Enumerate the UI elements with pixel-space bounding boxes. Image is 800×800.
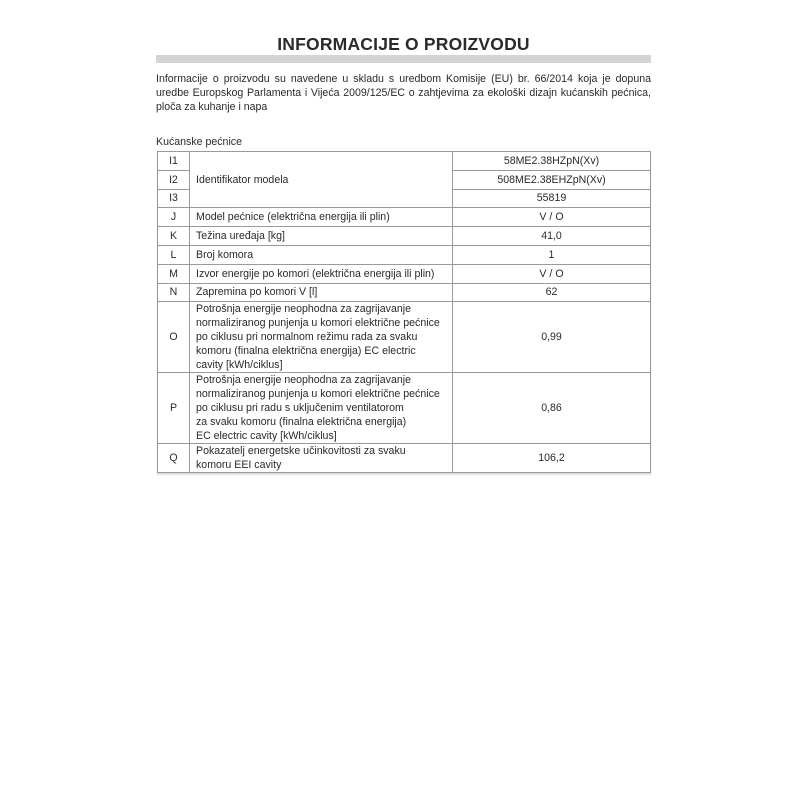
row-value: 106,2 bbox=[453, 444, 651, 473]
row-code: O bbox=[158, 302, 190, 373]
row-label-model-identifier: Identifikator modela bbox=[190, 152, 453, 208]
label-line: Pokazatelj energetske učinkovitosti za svaku bbox=[196, 445, 406, 458]
table-row-i1 bbox=[158, 152, 651, 171]
row-code: J bbox=[158, 208, 190, 227]
row-value: 0,99 bbox=[453, 302, 651, 373]
row-label: Izvor energije po komori (električna energija ili plin) bbox=[190, 264, 453, 283]
row-code: I1 bbox=[158, 152, 190, 171]
row-label bbox=[190, 373, 453, 444]
row-code: Q bbox=[158, 444, 190, 473]
table-row-p bbox=[158, 373, 651, 444]
row-value: 0,86 bbox=[453, 373, 651, 444]
label-line: komoru (finalna električna energija) EC electric bbox=[196, 345, 416, 358]
intro-paragraph: Informacije o proizvodu su navedene u skladu s uredbom Komisije (EU) br. 66/2014 koja je dopuna uredbe Europskog Parlamenta i Vijeća 2009/125/EC o zahtjevima za ekološki dizajn kućanskih pećnica, ploča za kuhanje i napa bbox=[156, 73, 651, 113]
section-label: Kućanske pećnice bbox=[156, 136, 242, 148]
row-code: L bbox=[158, 245, 190, 264]
row-label: Model pećnice (električna energija ili plin) bbox=[190, 208, 453, 227]
table-row-q bbox=[158, 444, 651, 473]
row-code: I3 bbox=[158, 189, 190, 208]
row-code: M bbox=[158, 264, 190, 283]
table-row-n bbox=[158, 283, 651, 302]
product-info-table bbox=[157, 151, 651, 473]
label-line: Potrošnja energije neophodna za zagrijavanje bbox=[196, 303, 411, 316]
row-label: Broj komora bbox=[190, 245, 453, 264]
row-value: 508ME2.38EHZpN(Xv) bbox=[453, 170, 651, 189]
label-line: za svaku komoru (finalna električna energija) bbox=[196, 416, 407, 429]
label-line: cavity [kWh/ciklus] bbox=[196, 359, 283, 372]
row-value: V / O bbox=[453, 264, 651, 283]
row-code: K bbox=[158, 227, 190, 246]
row-value: 1 bbox=[453, 245, 651, 264]
table-row-l bbox=[158, 245, 651, 264]
label-line: normaliziranog punjenja u komori električne pećnice bbox=[196, 317, 440, 330]
table-row-m bbox=[158, 264, 651, 283]
table-row-k bbox=[158, 227, 651, 246]
label-line: po ciklusu pri normalnom režimu rada za svaku bbox=[196, 331, 418, 344]
label-line: Potrošnja energije neophodna za zagrijavanje bbox=[196, 374, 411, 387]
row-label bbox=[190, 444, 453, 473]
table-row-o bbox=[158, 302, 651, 373]
row-value: 41,0 bbox=[453, 227, 651, 246]
title-underline-bar bbox=[156, 55, 651, 63]
row-label: Zapremina po komori V [l] bbox=[190, 283, 453, 302]
row-value: 58ME2.38HZpN(Xv) bbox=[453, 152, 651, 171]
row-label: Težina uređaja [kg] bbox=[190, 227, 453, 246]
label-line: po ciklusu pri radu s uključenim ventilatorom bbox=[196, 402, 404, 415]
table-row-j bbox=[158, 208, 651, 227]
row-code: I2 bbox=[158, 170, 190, 189]
row-label bbox=[190, 302, 453, 373]
row-value: V / O bbox=[453, 208, 651, 227]
label-line: EC electric cavity [kWh/ciklus] bbox=[196, 430, 337, 443]
label-line: normaliziranog punjenja u komori električne pećnice bbox=[196, 388, 440, 401]
label-line: komoru EEI cavity bbox=[196, 459, 282, 472]
row-value: 55819 bbox=[453, 189, 651, 208]
row-code: P bbox=[158, 373, 190, 444]
row-code: N bbox=[158, 283, 190, 302]
row-value: 62 bbox=[453, 283, 651, 302]
page-title: INFORMACIJE O PROIZVODU bbox=[277, 34, 530, 54]
